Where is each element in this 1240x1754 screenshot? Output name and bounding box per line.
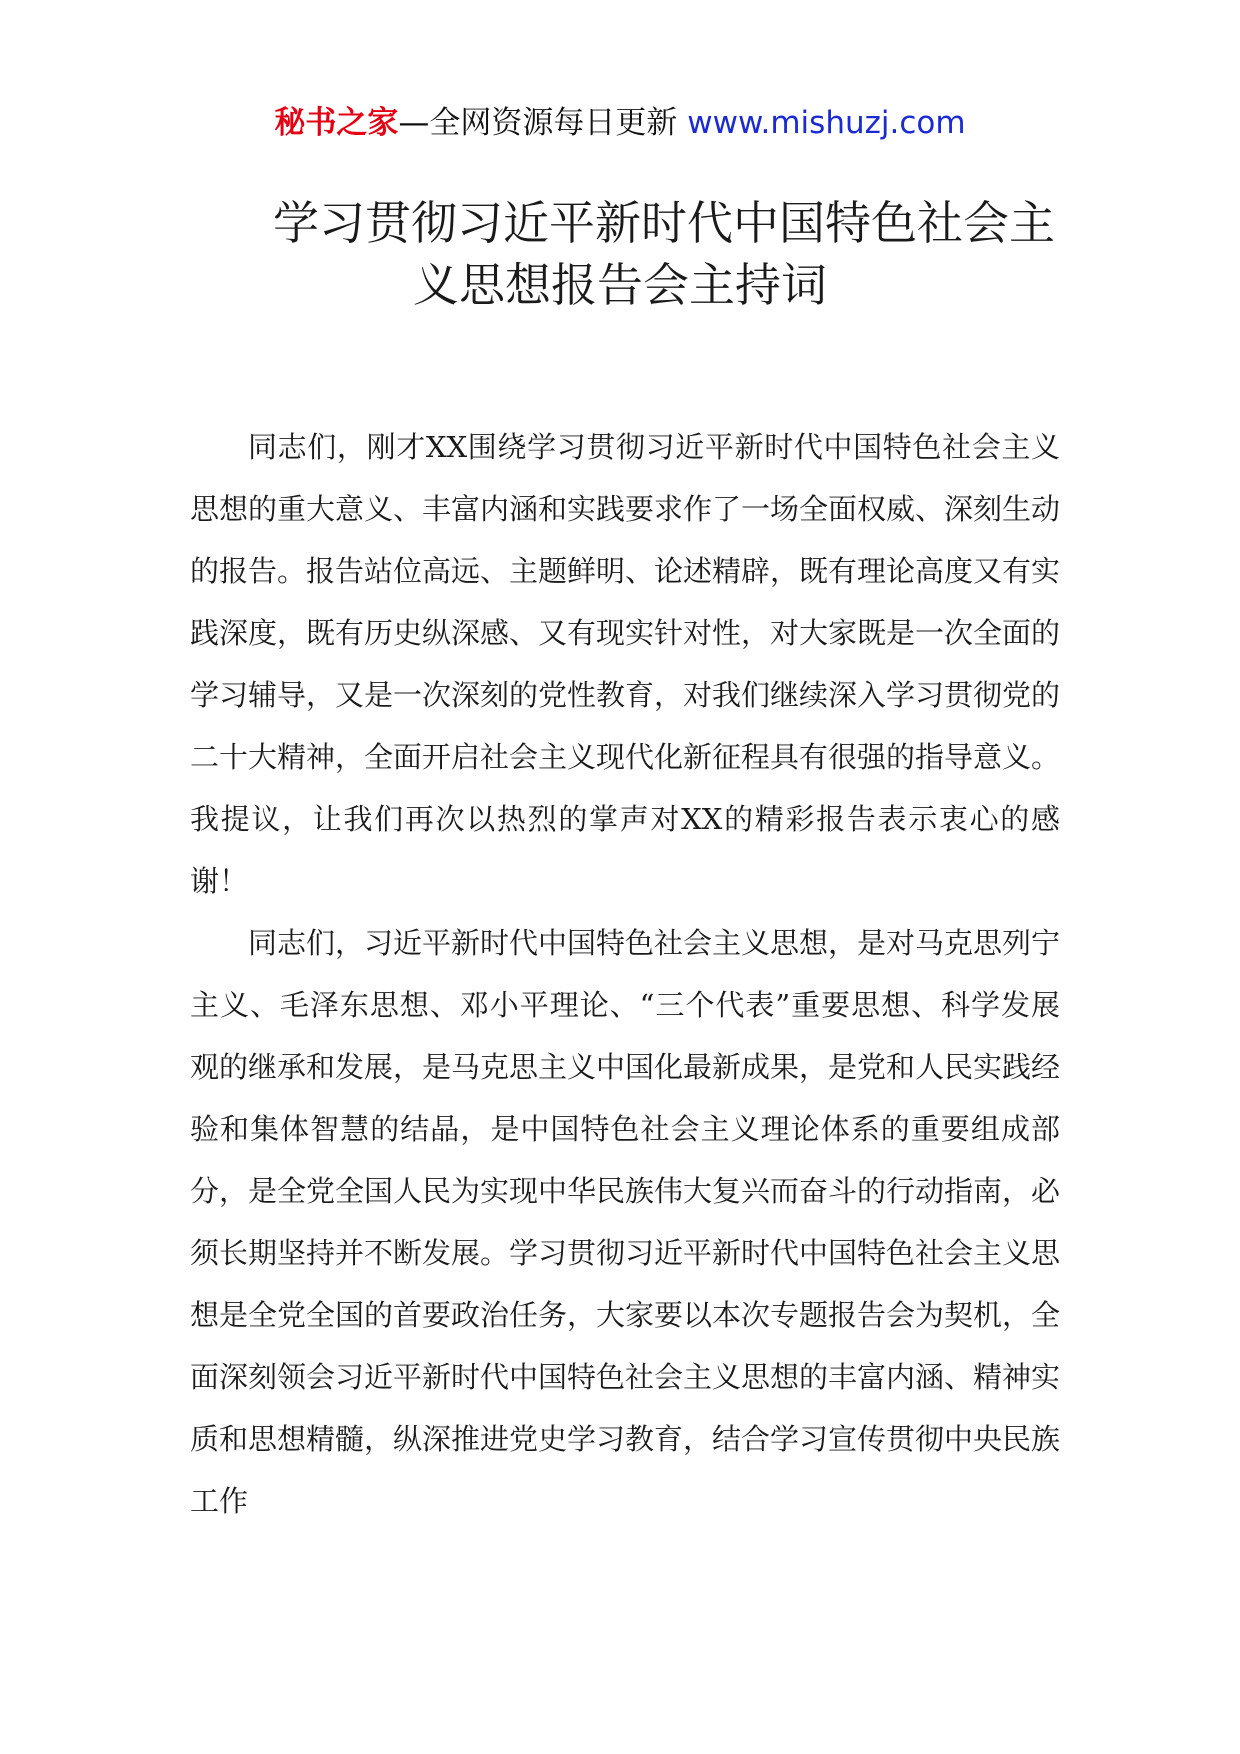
body-paragraph-1: 同志们，刚才XX围绕学习贯彻习近平新时代中国特色社会主义思想的重大意义、丰富内涵和实践要求作了一场全面权威、深刻生动的报告。报告站位高远、主题鲜明、论述精辟，既有理论高度又有实践深度，既有历史纵深感、又有现实针对性，对大家既是一次全面的学习辅导，又是一次深刻的党性教育，对我们继续深入学习贯彻党的二十大精神，全面开启社会主义现代化新征程具有很强的指导意义。我提议，让我们再次以热烈的掌声对XX的精彩报告表示衷心的感谢！ — [190, 430, 1061, 898]
title-line-2: 义思想报告会主持词 — [413, 258, 827, 312]
body-paragraph-2: 同志们，习近平新时代中国特色社会主义思想，是对马克思列宁主义、毛泽东思想、邓小平理论、“三个代表”重要思想、科学发展观的继承和发展，是马克思主义中国化最新成果，是党和人民实践经验和集体智慧的结晶，是中国特色社会主义理论体系的重要组成部分，是全党全国人民为实现中华民族伟大复兴而奋斗的行动指南，必须长期坚持并不断发展。学习贯彻习近平新时代中国特色社会主义思想是全党全国的首要政治任务，大家要以本次专题报告会为契机，全面深刻领会习近平新时代中国特色社会主义思想的丰富内涵、精神实质和思想精髓，纵深推进党史学习教育，结合学习宣传贯彻中央民族工作 — [190, 926, 1061, 1518]
site-header — [0, 100, 1240, 146]
document-title — [0, 192, 1240, 316]
site-url-link[interactable]: www.mishuzj.com — [687, 105, 966, 141]
title-line-1: 学习贯彻习近平新时代中国特色社会主 — [273, 196, 1055, 250]
site-brand: 秘书之家 — [274, 105, 399, 141]
site-tagline: —全网资源每日更新 — [398, 105, 688, 141]
document-body — [190, 416, 1060, 1532]
